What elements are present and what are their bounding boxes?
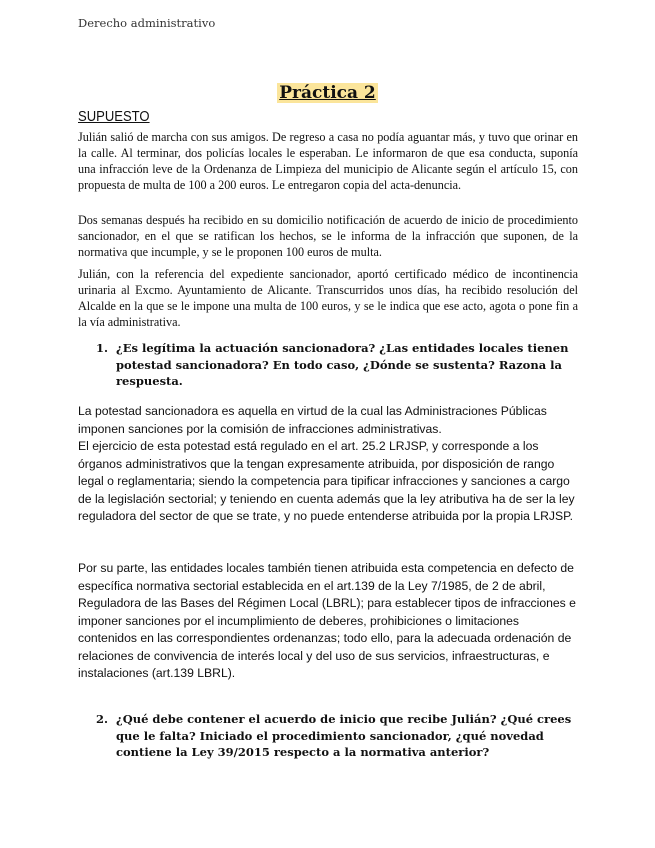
question-1 [96, 340, 578, 390]
question-2 [96, 711, 578, 761]
question-2-text: ¿Qué debe contener el acuerdo de inicio que recibe Julián? ¿Qué crees que le falta? Iniciado el procedimiento sancionador, ¿qué novedad contiene la Ley 39/2015 respecto a la normativa anterior? [116, 712, 572, 759]
answer-1-paragraph-3: Por su parte, las entidades locales también tienen atribuida esta competencia en defecto de específica normativa sectorial establecida en el art.139 de la Ley 7/1985, de 2 de abril, Reguladora de las Bases del Régimen Local (LBRL); para establecer tipos de infracciones e imponer sanciones por el incumplimiento de deberes, prohibiciones o limitaciones contenidos en las correspondientes ordenanzas; todo ello, para la adecuada ordenación de relaciones de convivencia de interés local y del uso de sus servicios, infraestructuras, e instalaciones (art.139 LBRL). [78, 561, 576, 680]
running-header: Derecho administrativo [78, 16, 216, 30]
answer-1-paragraph-1: La potestad sancionadora es aquella en virtud de la cual las Administraciones Públicas imponen sanciones por la comisión de infracciones administrativas. [78, 404, 547, 436]
supuesto-paragraph-2: Dos semanas después ha recibido en su domicilio notificación de acuerdo de inicio de procedimiento sancionador, en el que se ratifican los hechos, se le informa de la infracción que suponen, de la normativa que incumple, y se le proponen 100 euros de multa. [78, 213, 578, 259]
page-title: Práctica 2 [279, 83, 376, 103]
supuesto-paragraph-1: Julián salió de marcha con sus amigos. De regreso a casa no podía aguantar más, y tuvo que orinar en la calle. Al terminar, dos policías locales le esperaban. Le informaron de que esa conducta, suponía una infracción leve de la Ordenanza de Limpieza del municipio de Alicante según el artículo 15, con propuesta de multa de 100 a 200 euros. Le entregaron copia del acta-denuncia. [78, 130, 578, 192]
answer-1-paragraph-2: El ejercicio de esta potestad está regulado en el art. 25.2 LRJSP, y corresponde a los órganos administrativos que la tengan expresamente atribuida, por disposición de rango legal o reglamentaria; siendo la competencia para tipificar infracciones y sanciones a cargo de la legislación sectorial; y teniendo en cuenta además que la ley atributiva ha de ser la ley reguladora del sector de que se trate, y no puede entenderse atribuida por la propia LRJSP. [78, 439, 575, 523]
supuesto-heading: SUPUESTO [78, 109, 150, 125]
question-1-number: 1. [96, 341, 109, 355]
question-1-text: ¿Es legítima la actuación sancionadora? ¿Las entidades locales tienen potestad sancionadora? En todo caso, ¿Dónde se sustenta? Razona la respuesta. [116, 341, 569, 388]
supuesto-paragraph-3: Julián, con la referencia del expediente sancionador, aportó certificado médico de incontinencia urinaria al Excmo. Ayuntamiento de Alicante. Transcurridos unos días, ha recibido resolución del Alcalde en la que se le impone una multa de 100 euros, y se le indica que ese acto, agota o pone fin a la vía administrativa. [78, 267, 578, 329]
title-container [0, 83, 655, 103]
question-2-number: 2. [96, 712, 109, 726]
